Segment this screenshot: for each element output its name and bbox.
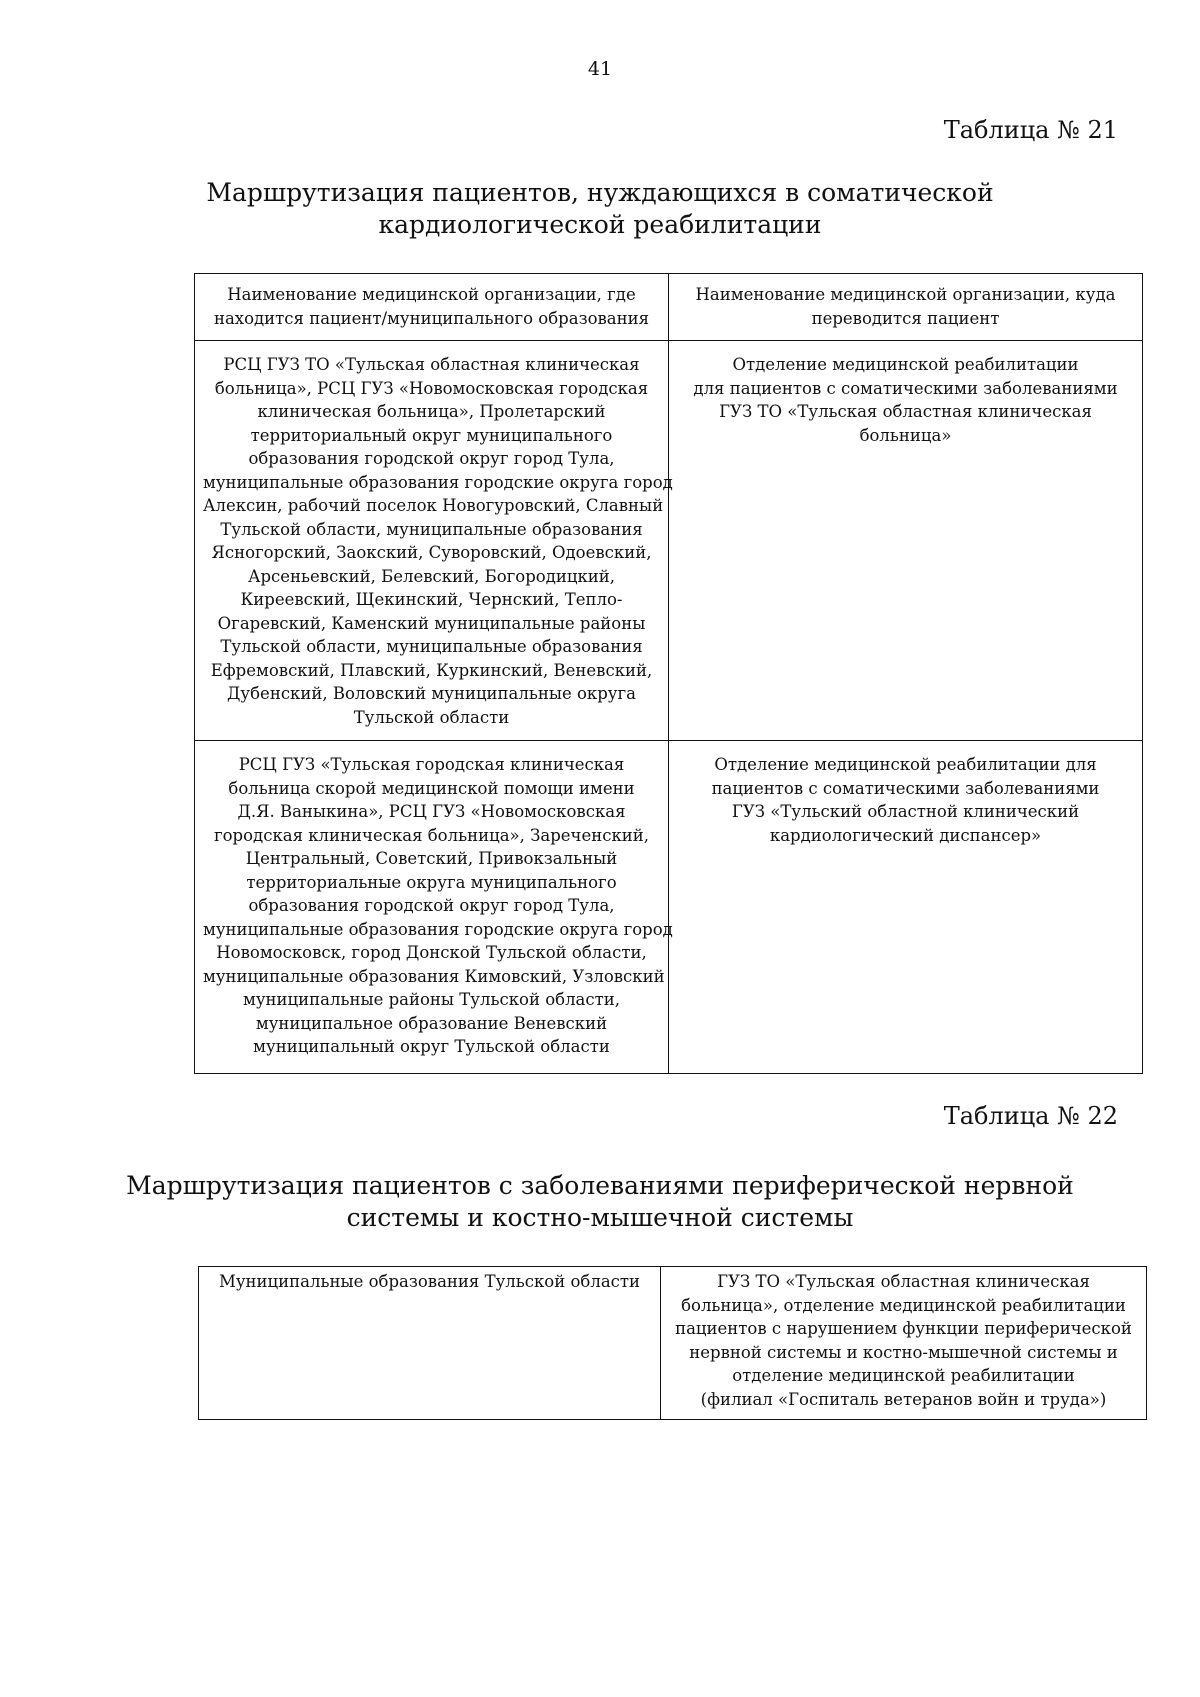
routing-table-22	[198, 1266, 1147, 1420]
cell-line: переводится пациент	[811, 308, 1000, 328]
table-22-title	[0, 1170, 1200, 1234]
cell-line: образования городской округ город Тула,	[248, 896, 615, 915]
cell-line: Ефремовский, Плавский, Куркинский, Веневский,	[210, 660, 653, 680]
cell-line: клиническая больница», Пролетарский	[257, 402, 606, 421]
cell-line: Наименование медицинской организации, куда	[695, 285, 1116, 304]
cell-line: муниципальный округ Тульской области	[253, 1037, 610, 1056]
title-line: Маршрутизация пациентов, нуждающихся в соматической	[206, 178, 994, 207]
table-row	[195, 341, 1143, 741]
title-line: кардиологической реабилитации	[378, 210, 822, 239]
cell-line: образования городской округ город Тула,	[248, 449, 615, 468]
cell-line: больница»	[859, 425, 952, 445]
source-organization-cell	[195, 741, 673, 1074]
cell-line: Муниципальные образования Тульской области	[218, 1272, 641, 1291]
cell-line: Ясногорский, Заокский, Суворовский, Одоевский,	[211, 543, 652, 562]
source-organization-cell	[199, 1267, 661, 1420]
cell-line: муниципальное образование Веневский	[255, 1013, 608, 1033]
table-21-title	[0, 177, 1200, 241]
cell-line: Тульской области	[353, 707, 510, 727]
table-row	[199, 1267, 1147, 1420]
title-line: Маршрутизация пациентов с заболеваниями периферической нервной	[126, 1171, 1074, 1200]
cell-line: находится пациент/муниципального образования	[213, 308, 650, 328]
cell-line: муниципальные образования Кимовский, Узловский	[203, 966, 665, 986]
cell-line: ГУЗ ТО «Тульская областная клиническая	[719, 402, 1092, 421]
cell-line: кардиологический диспансер»	[769, 825, 1042, 845]
cell-line: пациентов с соматическими заболеваниями	[711, 778, 1100, 798]
cell-line: Новомосковск, город Донской Тульской области,	[216, 943, 647, 962]
cell-line: нервной системы и костно-мышечной системы и	[689, 1342, 1118, 1362]
title-line: системы и костно-мышечной системы	[346, 1203, 854, 1232]
cell-line: пациентов с нарушением функции периферической	[675, 1319, 1132, 1338]
cell-line: муниципальные образования городские округа город	[203, 472, 673, 492]
cell-line: территориальный округ муниципального	[250, 425, 613, 445]
cell-line: Наименование медицинской организации, где	[227, 285, 636, 304]
page-number: 41	[587, 58, 613, 80]
table-row	[195, 741, 1143, 1074]
cell-line: муниципальные районы Тульской области,	[243, 990, 620, 1009]
cell-line: Огаревский, Каменский муниципальные районы	[217, 613, 646, 633]
cell-line: больница», отделение медицинской реабилитации	[681, 1295, 1126, 1315]
destination-organization-cell	[661, 1267, 1147, 1420]
routing-table-21	[194, 273, 1143, 1074]
table-21-label: Таблица № 21	[943, 116, 1118, 144]
cell-line: Киреевский, Щекинский, Чернский, Тепло-	[240, 590, 623, 609]
source-organization-cell	[195, 341, 673, 741]
header-destination-organization	[669, 274, 1143, 341]
table-header-row	[195, 274, 1143, 341]
destination-organization-cell	[669, 341, 1143, 741]
cell-line: для пациентов с соматическими заболеваниями	[693, 378, 1118, 398]
cell-line: Центральный, Советский, Привокзальный	[245, 849, 618, 868]
cell-line: отделение медицинской реабилитации	[732, 1366, 1075, 1385]
cell-line: (филиал «Госпиталь ветеранов войн и труда»)	[700, 1389, 1107, 1409]
cell-line: Тульской области, муниципальные образования	[220, 519, 643, 539]
cell-line: ГУЗ «Тульский областной клинический	[731, 802, 1080, 821]
cell-line: муниципальные образования городские округа город	[203, 919, 673, 939]
cell-line: территориальные округа муниципального	[246, 872, 617, 892]
cell-line: Отделение медицинской реабилитации для	[714, 755, 1097, 774]
table-22-label: Таблица № 22	[943, 1102, 1118, 1130]
cell-line: Алексин, рабочий поселок Новогуровский, Славный	[203, 496, 664, 515]
header-source-organization	[195, 274, 669, 341]
cell-line: РСЦ ГУЗ ТО «Тульская областная клиническая	[223, 355, 640, 374]
cell-line: Тульской области, муниципальные образования	[220, 637, 643, 656]
cell-line: Дубенский, Воловский муниципальные округа	[227, 684, 636, 703]
cell-line: Отделение медицинской реабилитации	[732, 355, 1079, 374]
destination-organization-cell	[669, 741, 1143, 1074]
cell-line: больница», РСЦ ГУЗ «Новомосковская городская	[214, 378, 649, 398]
cell-line: городская клиническая больница», Зареченский,	[213, 825, 650, 845]
cell-line: больница скорой медицинской помощи имени	[228, 778, 635, 798]
cell-line: РСЦ ГУЗ «Тульская городская клиническая	[238, 755, 625, 774]
cell-line: Д.Я. Ваныкина», РСЦ ГУЗ «Новомосковская	[237, 802, 626, 821]
cell-line: Арсеньевский, Белевский, Богородицкий,	[247, 566, 616, 586]
cell-line: ГУЗ ТО «Тульская областная клиническая	[717, 1272, 1090, 1291]
